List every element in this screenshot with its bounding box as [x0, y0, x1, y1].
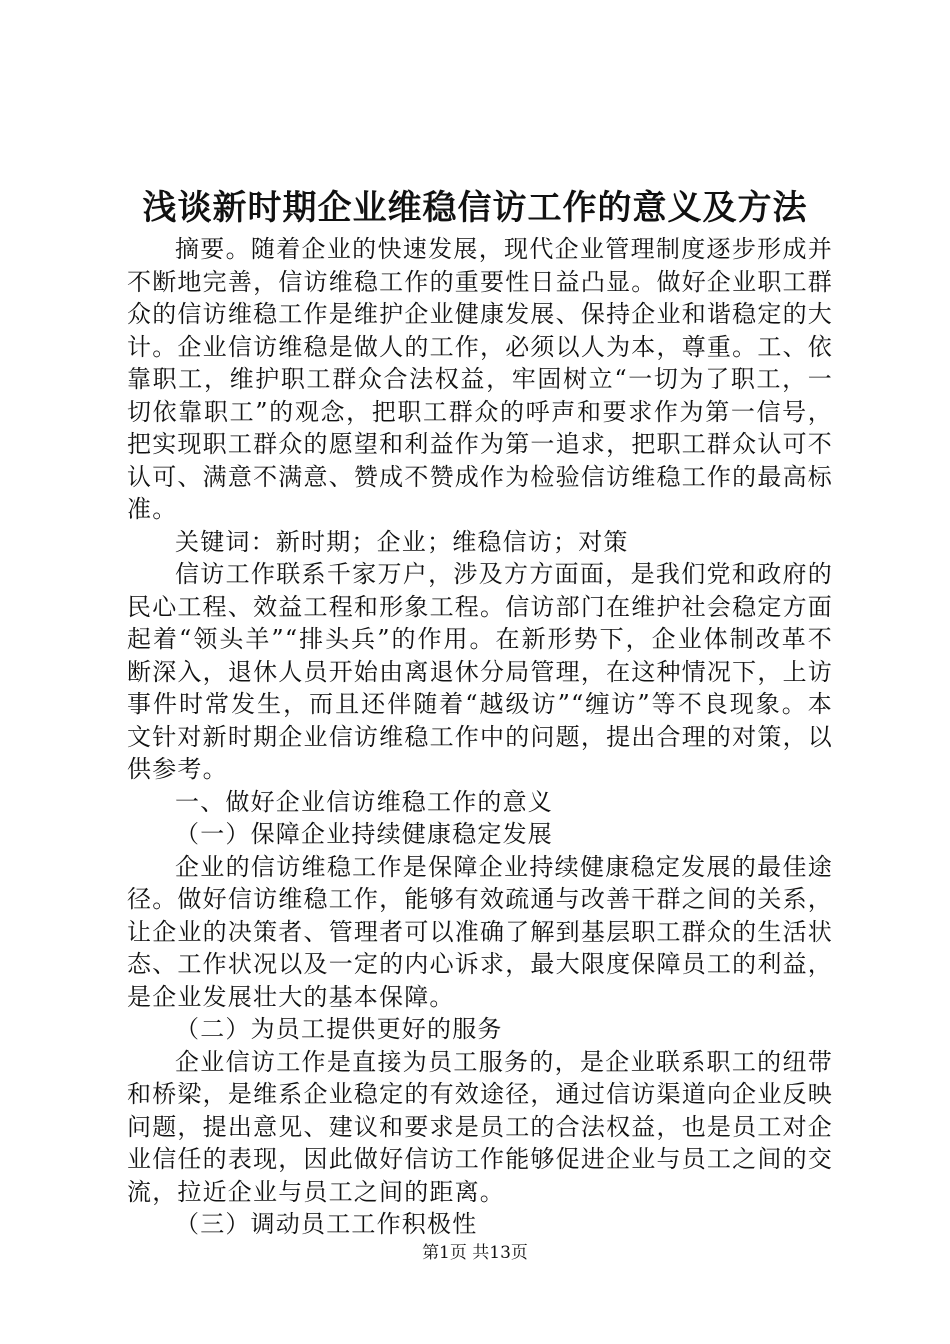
page-number-footer: 第1页 共13页 [422, 1243, 528, 1263]
subsection-heading: （三）调动员工工作积极性 [175, 1210, 478, 1238]
body-paragraph: 企业的信访维稳工作是保障企业持续健康稳定发展的最佳途径。做好信访维稳工作，能够有效疏通与改善干群之间的关系，让企业的决策者、管理者可以准确了解到基层职工群众的生活状态、工作状况以及一定的内心诉求，最大限度保障员工的利益，是企业发展壮大的基本保障。 [127, 852, 833, 1011]
keywords-paragraph: 关键词：新时期；企业；维稳信访；对策 [175, 527, 629, 556]
subsection-heading: （一）保障企业持续健康稳定发展 [175, 820, 553, 848]
section-heading: 一、做好企业信访维稳工作的意义 [175, 787, 553, 816]
intro-paragraph: 信访工作联系千家万户，涉及方方面面，是我们党和政府的民心工程、效益工程和形象工程。信访部门在维护社会稳定方面起着“领头羊”“排头兵”的作用。在新形势下，企业体制改革不断深入，退休人员开始由离退休分局管理，在这种情况下，上访事件时常发生，而且还伴随着“越级访”“缠访”等不良现象。本文针对新时期企业信访维稳工作中的问题，提出合理的对策，以供参考。 [127, 560, 833, 783]
abstract-paragraph: 摘要。随着企业的快速发展，现代企业管理制度逐步形成并不断地完善，信访维稳工作的重要性日益凸显。做好企业职工群众的信访维稳工作是维护企业健康发展、保持企业和谐稳定的大计。企业信访维稳是做人的工作，必须以人为本，尊重。工、依靠职工，维护职工群众合法权益，牢固树立“一切为了职工，一切依靠职工”的观念，把职工群众的呼声和要求作为第一信号，把实现职工群众的愿望和利益作为第一追求，把职工群众认可不认可、满意不满意、赞成不赞成作为检验信访维稳工作的最高标准。 [127, 235, 833, 523]
body-paragraph: 企业信访工作是直接为员工服务的，是企业联系职工的纽带和桥梁，是维系企业稳定的有效途径，通过信访渠道向企业反映问题，提出意见、建议和要求是员工的合法权益，也是员工对企业信任的表现，因此做好信访工作能够促进企业与员工之间的交流，拉近企业与员工之间的距离。 [127, 1047, 833, 1206]
document-body [127, 233, 833, 1241]
document-title: 浅谈新时期企业维稳信访工作的意义及方法 [142, 188, 808, 228]
subsection-heading: （二）为员工提供更好的服务 [175, 1015, 503, 1043]
